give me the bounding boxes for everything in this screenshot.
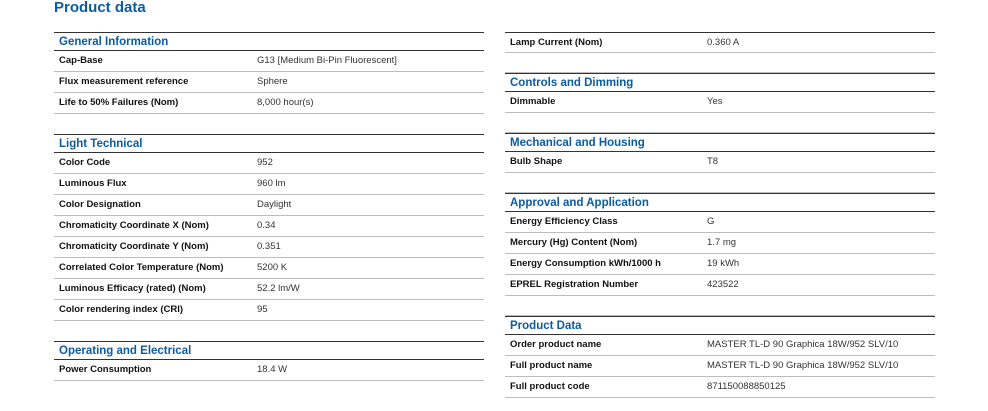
table-row <box>505 212 935 233</box>
table-row <box>54 93 484 114</box>
row-label: Luminous Flux <box>59 178 127 189</box>
row-value: Yes <box>707 96 723 107</box>
table-row <box>54 300 484 321</box>
table-row <box>54 153 484 174</box>
table-row <box>54 216 484 237</box>
row-value: 1.7 mg <box>707 237 737 248</box>
row-label: Life to 50% Failures (Nom) <box>59 97 179 108</box>
table-row <box>505 152 935 173</box>
row-value: Daylight <box>257 199 292 210</box>
row-label: EPREL Registration Number <box>510 279 639 290</box>
section-operating-electrical <box>54 341 484 381</box>
section-heading: Approval and Application <box>505 193 935 212</box>
row-label: Cap-Base <box>59 55 103 66</box>
row-label: Color Code <box>59 157 111 168</box>
section-light-technical <box>54 134 484 321</box>
table-row <box>54 72 484 93</box>
blank-row <box>505 53 935 73</box>
table-row <box>54 237 484 258</box>
row-label: Color rendering index (CRI) <box>59 304 184 315</box>
row-value: 8,000 hour(s) <box>257 97 314 108</box>
row-value: 18.4 W <box>257 364 288 375</box>
section-heading: Mechanical and Housing <box>505 133 935 152</box>
left-column <box>54 32 484 381</box>
table-row <box>505 32 935 53</box>
row-label: Luminous Efficacy (rated) (Nom) <box>59 283 206 294</box>
table-row <box>505 92 935 113</box>
row-label: Bulb Shape <box>510 156 563 167</box>
right-column <box>505 32 935 398</box>
section-heading: Product Data <box>505 316 935 335</box>
section-product-data <box>505 316 935 398</box>
section-controls-dimming <box>505 73 935 133</box>
row-value: MASTER TL-D 90 Graphica 18W/952 SLV/10 <box>707 339 899 350</box>
row-label: Chromaticity Coordinate Y (Nom) <box>59 241 209 252</box>
row-value: 0.34 <box>257 220 276 231</box>
row-value: 0.351 <box>257 241 281 252</box>
row-value: 0.360 A <box>707 37 740 48</box>
row-value: T8 <box>707 156 719 167</box>
section-approval-application <box>505 193 935 316</box>
row-value: G13 [Medium Bi-Pin Fluorescent] <box>257 55 397 66</box>
row-label: Full product code <box>510 381 590 392</box>
table-row <box>54 195 484 216</box>
row-value: 952 <box>257 157 273 168</box>
table-row <box>54 258 484 279</box>
section-spacer <box>54 114 484 134</box>
row-label: Dimmable <box>510 96 556 107</box>
row-value: 960 lm <box>257 178 286 189</box>
section-heading: Controls and Dimming <box>505 73 935 92</box>
row-label: Energy Consumption kWh/1000 h <box>510 258 661 269</box>
row-label: Energy Efficiency Class <box>510 216 618 227</box>
table-row <box>54 174 484 195</box>
section-mechanical-housing <box>505 133 935 193</box>
blank-row <box>505 296 935 316</box>
row-label: Flux measurement reference <box>59 76 189 87</box>
table-row <box>54 279 484 300</box>
row-label: Correlated Color Temperature (Nom) <box>59 262 224 273</box>
row-value: 19 kWh <box>707 258 740 269</box>
table-row <box>505 335 935 356</box>
row-value: MASTER TL-D 90 Graphica 18W/952 SLV/10 <box>707 360 899 371</box>
blank-row <box>505 113 935 133</box>
section-electrical-continued <box>505 32 935 73</box>
row-label: Chromaticity Coordinate X (Nom) <box>59 220 209 231</box>
row-label: Color Designation <box>59 199 141 210</box>
section-heading: General Information <box>54 32 484 51</box>
row-value: G <box>707 216 715 227</box>
table-row <box>505 377 935 398</box>
row-label: Full product name <box>510 360 593 371</box>
blank-row <box>505 173 935 193</box>
row-value: Sphere <box>257 76 288 87</box>
table-row <box>505 233 935 254</box>
page-title: Product data <box>54 0 146 16</box>
section-heading: Operating and Electrical <box>54 341 484 360</box>
table-row <box>505 254 935 275</box>
row-value: 871150088850125 <box>707 381 786 392</box>
row-label: Lamp Current (Nom) <box>510 37 603 48</box>
row-value: 423522 <box>707 279 739 290</box>
row-label: Mercury (Hg) Content (Nom) <box>510 237 638 248</box>
row-value: 95 <box>257 304 268 315</box>
row-label: Order product name <box>510 339 602 350</box>
row-value: 5200 K <box>257 262 288 273</box>
row-label: Power Consumption <box>59 364 152 375</box>
table-row <box>505 275 935 296</box>
table-row <box>505 356 935 377</box>
section-general-information <box>54 32 484 114</box>
section-heading: Light Technical <box>54 134 484 153</box>
table-row <box>54 360 484 381</box>
section-spacer <box>54 321 484 341</box>
row-value: 52.2 lm/W <box>257 283 300 294</box>
table-row <box>54 51 484 72</box>
